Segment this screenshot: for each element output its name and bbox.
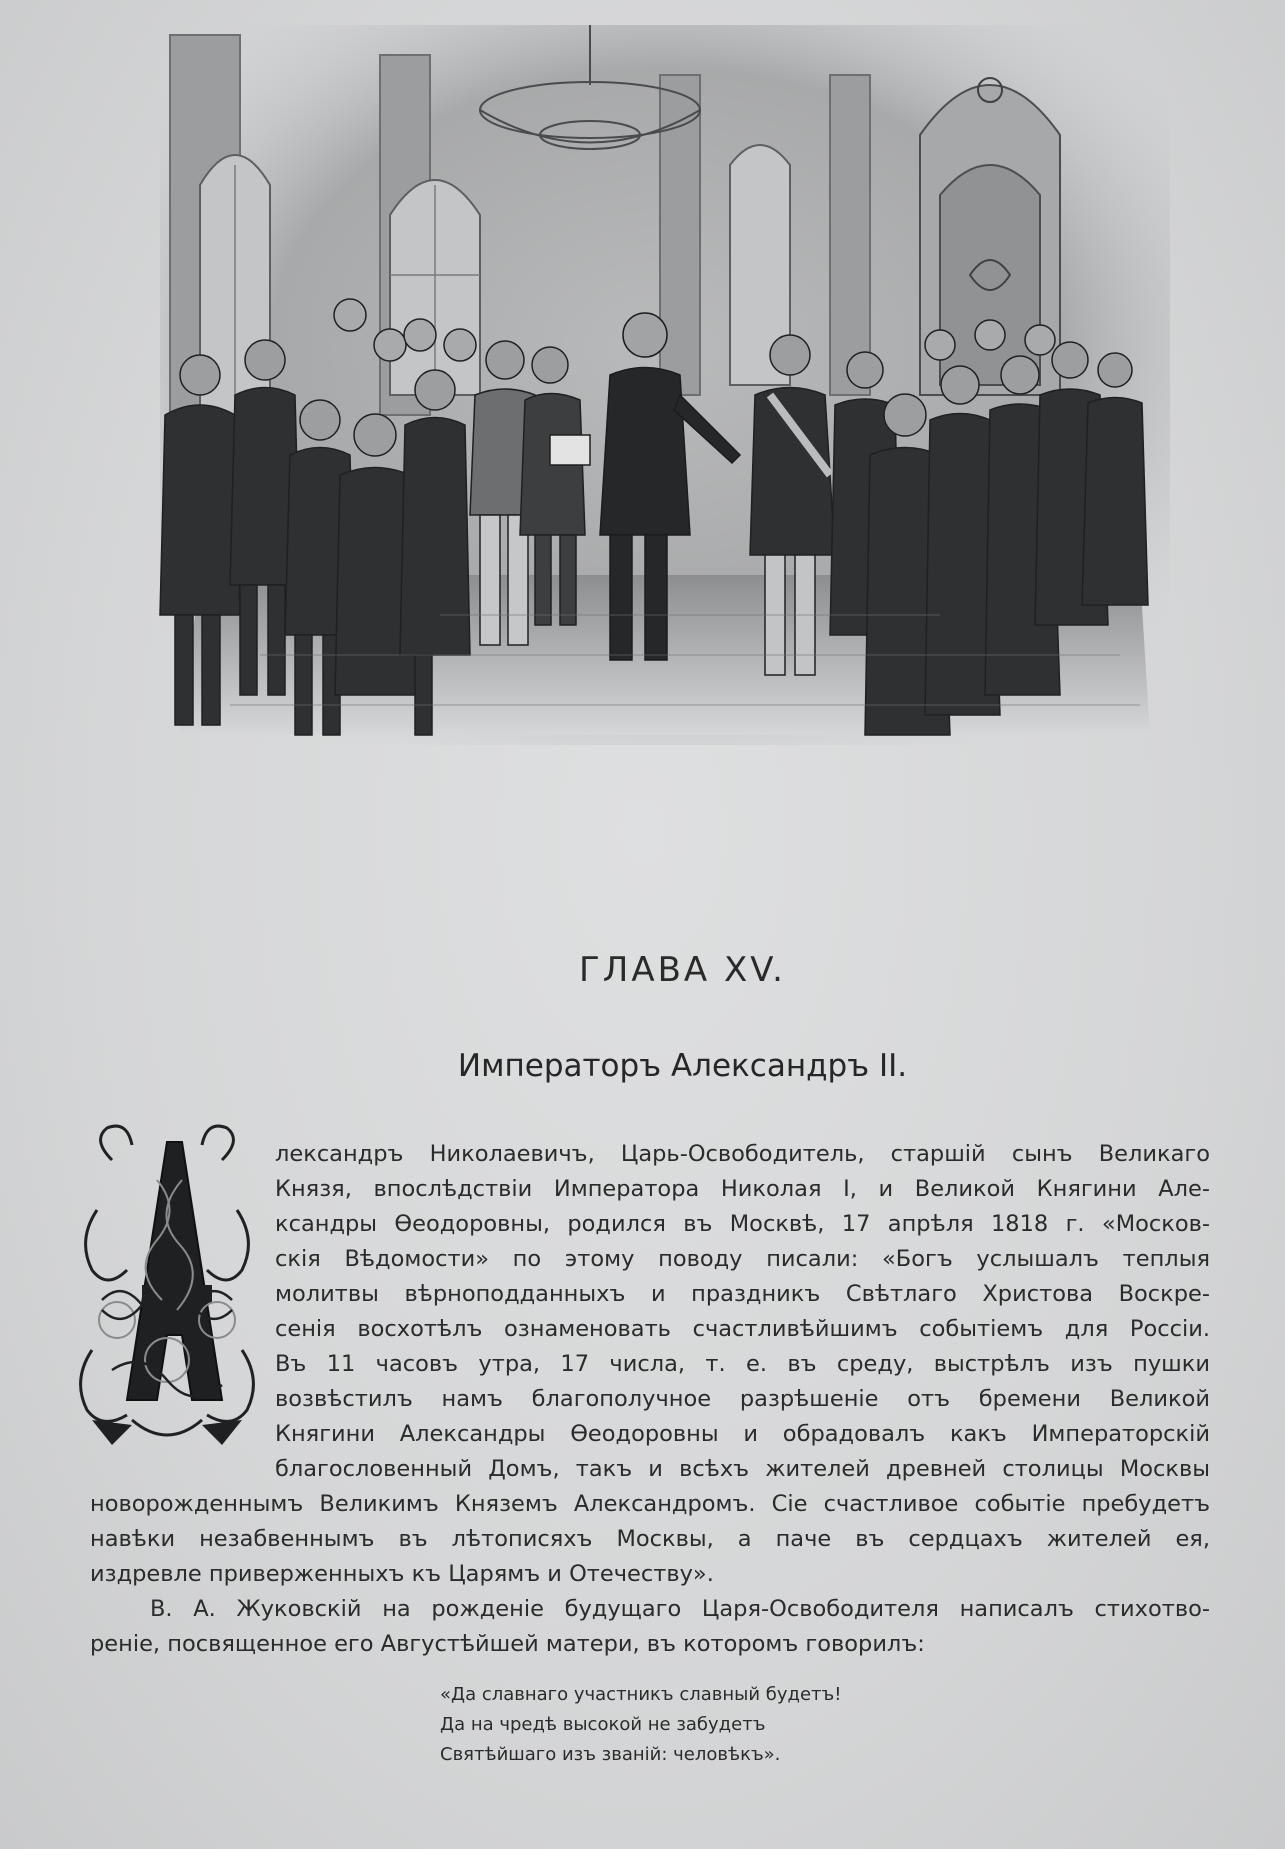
poem-line: «Да славнаго участникъ славный будетъ!: [440, 1684, 842, 1705]
poem-line: Да на чредѣ высокой не забудетъ: [440, 1714, 766, 1735]
text-line: благословенный Домъ, такъ и всѣхъ жителей древней столицы Москвы: [275, 1456, 1210, 1482]
text-line: Князя, впослѣдствіи Императора Николая I, и Великой Княгини Але-: [275, 1176, 1210, 1202]
text-line: издревле приверженныхъ къ Царямъ и Отечеству».: [90, 1561, 714, 1587]
poem-quotation: [440, 1680, 841, 1770]
paragraph-1-wrapped: [275, 1137, 1210, 1487]
text-line: Въ 11 часовъ утра, 17 числа, т. е. въ среду, выстрѣлъ изъ пушки: [275, 1351, 1210, 1377]
text-line: ксандры Ѳеодоровны, родился въ Москвѣ, 17 апрѣля 1818 г. «Москов-: [275, 1211, 1210, 1237]
ornamental-initial-a: [72, 1120, 262, 1455]
text-line: молитвы вѣрноподданныхъ и праздникъ Свѣтлаго Христова Воскре-: [275, 1281, 1210, 1307]
engraving-illustration: [140, 15, 1200, 870]
text-line: возвѣстилъ намъ благополучное разрѣшеніе отъ бремени Великой: [275, 1386, 1210, 1412]
text-line: реніе, посвященное его Августѣйшей матери, въ которомъ говорилъ:: [90, 1631, 925, 1657]
poem-line: Святѣйшаго изъ званій: человѣкъ».: [440, 1744, 781, 1765]
text-line: новорожденнымъ Великимъ Княземъ Александромъ. Сіе счастливое событіе пребудетъ: [90, 1491, 1210, 1517]
text-line: навѣки незабвеннымъ въ лѣтописяхъ Москвы, а паче въ сердцахъ жителей ея,: [90, 1526, 1210, 1552]
chapter-heading: ГЛАВА XV.: [579, 950, 786, 990]
text-line: Княгини Александры Ѳеодоровны и обрадовалъ какъ Императорскій: [275, 1421, 1210, 1447]
paragraph-full-width: [90, 1487, 1210, 1662]
section-title: Императоръ Александръ II.: [457, 1048, 908, 1084]
text-line: скія Вѣдомости» по этому поводу писали: «Богъ услышалъ теплыя: [275, 1246, 1210, 1272]
text-line: В. А. Жуковскій на рожденіе будущаго Царя-Освободителя написалъ стихотво-: [150, 1596, 1210, 1622]
text-line: сенія восхотѣлъ ознаменовать счастливѣйшимъ событіемъ для Россіи.: [275, 1316, 1210, 1342]
text-line: лександръ Николаевичъ, Царь-Освободитель, старшій сынъ Великаго: [275, 1141, 1210, 1167]
paragraph-2: [90, 1592, 1210, 1662]
